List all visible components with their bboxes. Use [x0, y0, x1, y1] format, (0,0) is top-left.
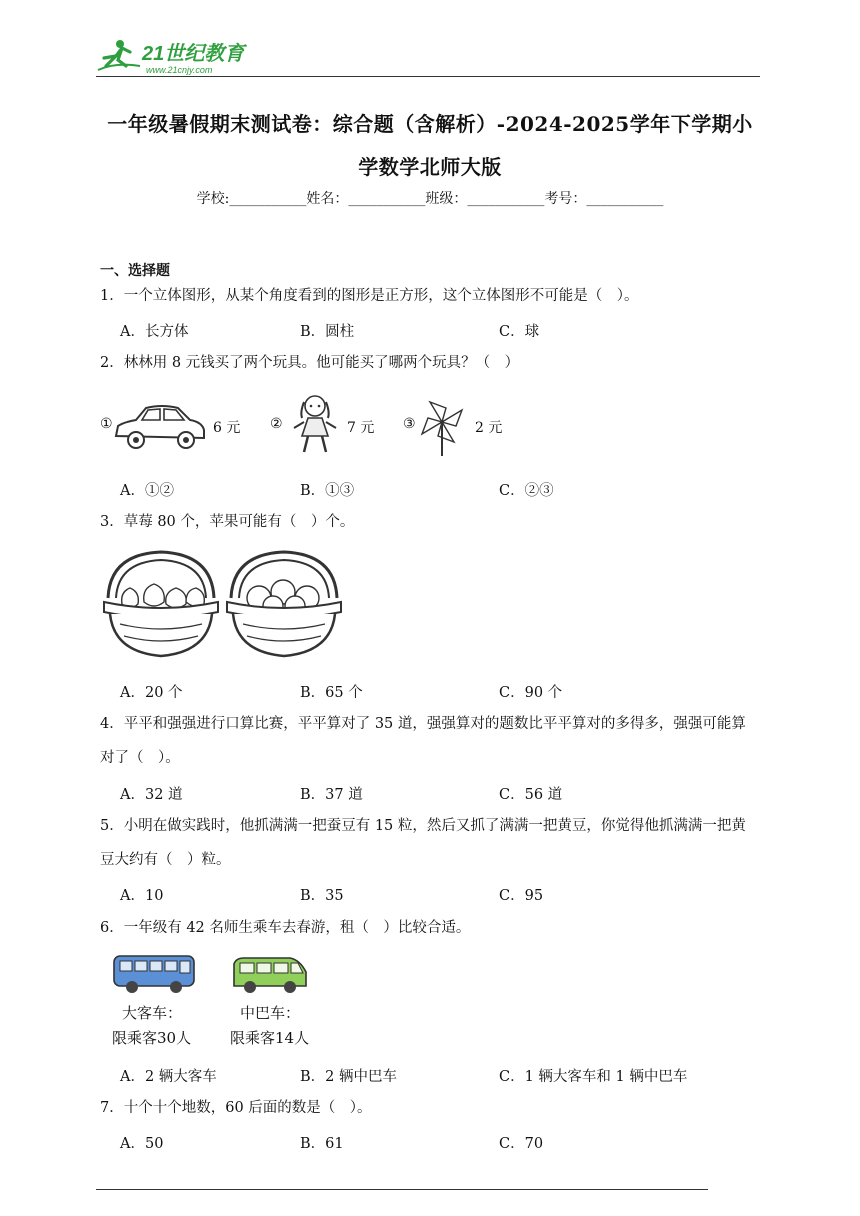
- car-icon: [112, 402, 208, 454]
- q1-option-a[interactable]: A．长方体: [120, 324, 189, 340]
- school-field[interactable]: 学校:___________: [196, 191, 307, 207]
- question-4-line-1: 4．平平和强强进行口算比赛，平平算对了 35 道，强强算对的题数比平平算对的多得多，强强可能算: [100, 716, 746, 732]
- question-6: 6．一年级有 42 名师生乘车去春游，租（ ）比较合适。: [100, 920, 471, 936]
- q4-option-b[interactable]: B．37 道: [300, 787, 363, 803]
- q2-item2-price: 7 元: [347, 420, 375, 436]
- site-logo: [96, 36, 266, 78]
- question-5-line-2: 豆大约有（ ）粒。: [100, 852, 231, 868]
- info-fields: [96, 188, 764, 208]
- q2-option-c[interactable]: C．②③: [499, 483, 554, 499]
- q5-option-b[interactable]: B．35: [300, 888, 344, 904]
- q2-item2-num: ②: [270, 416, 283, 432]
- q2-item3-num: ③: [403, 416, 416, 432]
- q3-option-c[interactable]: C．90 个: [499, 685, 563, 701]
- bus1-name: 大客车：: [122, 1004, 183, 1022]
- q6-option-a[interactable]: A．2 辆大客车: [120, 1069, 217, 1085]
- q5-option-c[interactable]: C．95: [499, 888, 544, 904]
- minibus-icon: [230, 954, 310, 1000]
- question-2: 2．林林用 8 元钱买了两个玩具。他可能买了哪两个玩具？（ ）: [100, 355, 520, 371]
- bus2-limit: 限乘客14人: [230, 1029, 310, 1047]
- q3-option-a[interactable]: A．20 个: [120, 685, 183, 701]
- question-1: 1．一个立体图形，从某个角度看到的图形是正方形，这个立体图形不可能是（ ）。: [100, 288, 639, 304]
- class-field[interactable]: 班级：___________: [425, 191, 545, 207]
- q2-item1-num: ①: [100, 416, 113, 432]
- q2-option-b[interactable]: B．①③: [300, 483, 355, 499]
- question-3: 3．草莓 80 个，苹果可能有（ ）个。: [100, 514, 355, 530]
- q2-option-a[interactable]: A．①②: [120, 483, 174, 499]
- q4-option-c[interactable]: C．56 道: [499, 787, 563, 803]
- title-line-1: 一年级暑假期末测试卷：综合题（含解析）-2024-2025学年下学期小: [107, 112, 753, 136]
- svg-text:www.21cnjy.com: www.21cnjy.com: [146, 65, 213, 75]
- q3-option-b[interactable]: B．65 个: [300, 685, 363, 701]
- q6-option-c[interactable]: C．1 辆大客车和 1 辆中巴车: [499, 1069, 688, 1085]
- q7-option-c[interactable]: C．70: [499, 1136, 544, 1152]
- strawberry-basket-icon: [100, 548, 222, 664]
- number-field[interactable]: 考号：___________: [544, 191, 664, 207]
- title-line-2: 学数学北师大版: [358, 155, 502, 179]
- question-7: 7．十个十个地数，60 后面的数是（ ）。: [100, 1100, 372, 1116]
- q7-option-b[interactable]: B．61: [300, 1136, 344, 1152]
- q7-option-a[interactable]: A．50: [120, 1136, 164, 1152]
- q1-option-b[interactable]: B．圆柱: [300, 324, 355, 340]
- q2-item3-price: 2 元: [475, 420, 503, 436]
- apple-basket-icon: [223, 548, 345, 664]
- pinwheel-icon: [420, 398, 468, 462]
- bus1-limit: 限乘客30人: [112, 1029, 192, 1047]
- q5-option-a[interactable]: A．10: [120, 888, 164, 904]
- q1-option-c[interactable]: C．球: [499, 324, 540, 340]
- q4-option-a[interactable]: A．32 道: [120, 787, 183, 803]
- bus2-name: 中巴车：: [240, 1004, 301, 1022]
- svg-text:21世纪教育: 21世纪教育: [142, 43, 245, 65]
- q2-item1-price: 6 元: [213, 420, 241, 436]
- footer-divider: [96, 1189, 708, 1190]
- question-4-line-2: 对了（ ）。: [100, 750, 180, 766]
- doll-icon: [290, 392, 340, 460]
- big-bus-icon: [112, 952, 198, 1000]
- q6-option-b[interactable]: B．2 辆中巴车: [300, 1069, 397, 1085]
- section-heading: 一、选择题: [100, 263, 170, 279]
- name-field[interactable]: 姓名：___________: [306, 191, 426, 207]
- question-5-line-1: 5．小明在做实践时，他抓满满一把蚕豆有 15 粒，然后又抓了满满一把黄豆，你觉得他抓满满一把黄: [100, 818, 746, 834]
- header-divider: [96, 76, 760, 77]
- runner-logo-icon: [98, 40, 140, 70]
